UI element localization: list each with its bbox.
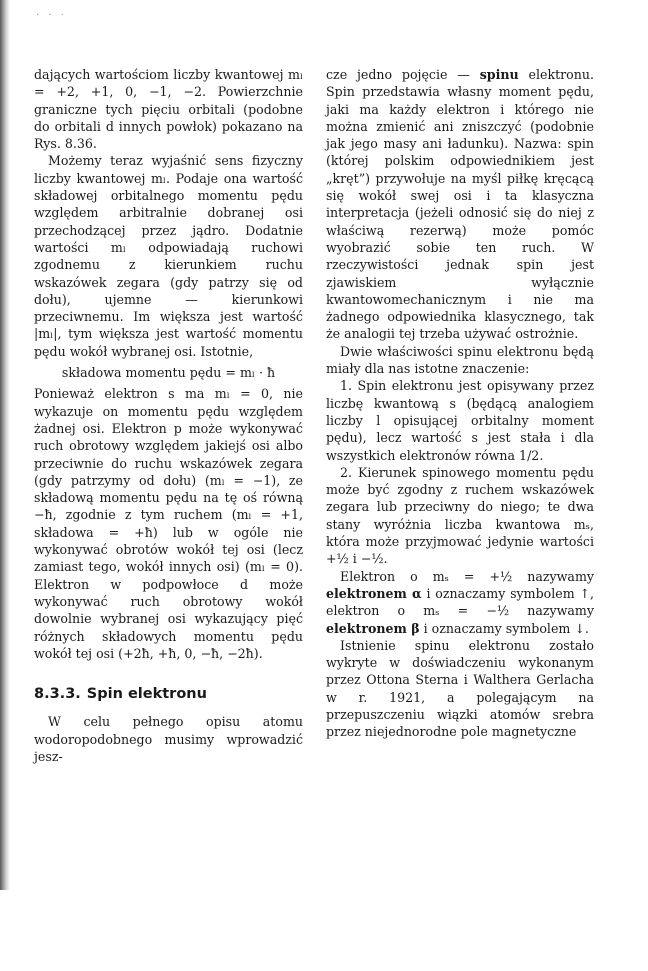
term-electron-alpha: elektronem α	[326, 585, 422, 601]
paragraph	[326, 66, 594, 343]
paragraph: Ponieważ elektron s ma mₗ = 0, nie wykazuje on momentu pędu względem żadnej osi. Elektron p może wykonywać ruch obrotowy względem jakiejś osi albo przeciwnie do ruchu wskazówek zegara (gdy patrzymy od dołu) (mₗ = −1), ze składową momentu pędu na tę oś równą −ħ, zgodnie z tym ruchem (mₗ = +1, składowa = +ħ) lub w ogóle nie wykonywać obrotów wokół tej osi (lecz zamiast tego, wokół innych osi) (mₗ = 0). Elektron w podpowłoce d może wykonywać ruch obrotowy wokół dowolnie wybranej osi wykazujący pięć różnych składowych momentu pędu wokół tej osi (+2ħ, +ħ, 0, −ħ, −2ħ).	[34, 386, 303, 661]
paragraph: W celu pełnego opisu atomu wodoropodobnego musimy wprowadzić jesz-	[34, 714, 303, 764]
term-electron-beta: elektronem β	[326, 620, 420, 636]
paragraph: dających wartościom liczby kwantowej mₗ = +2, +1, 0, −1, −2. Powierzchnie graniczne tych pięciu orbitali (podobne do orbitali d innych powłok) pokazano na Rys. 8.36.	[34, 67, 303, 152]
term-spin: spinu	[479, 67, 519, 82]
section-heading	[34, 686, 303, 703]
text-run: elektronu. Spin przedstawia własny moment pędu, jaki ma każdy elektron i którego nie można zmienić ani zniszczyć (podobnie jak jego masy ani ładunku). Nazwa: spin (której polskim odpowiednikiem jest „kręt”) przywołuje na myśl piłkę kręcącą się wokół swej osi i ta klasyczna interpretacja (jeżeli odnosić się do niej z właściwą rezerwą) może pomóc wyobrazić sobie ten ruch. W rzeczywistości jednak spin jest zjawiskiem wyłącznie kwantowomechanicznym i nie ma żadnego odpowiednika klasycznego, tak że analogii tej trzeba używać ostrożnie.	[326, 67, 594, 342]
section-number: 8.3.3.	[34, 686, 81, 703]
page-binding-shadow	[0, 0, 10, 890]
section-title: Spin elektronu	[86, 686, 207, 703]
text-run: i oznaczamy symbolem ↑, elektron o mₛ = −½ nazywamy	[326, 585, 594, 619]
paragraph: Możemy teraz wyjaśnić sens fizyczny liczby kwantowej mₗ. Podaje ona wartość składowej orbitalnego momentu pędu względem arbitralnie dobranej osi przechodzącej przez jądro. Dodatnie wartości mₗ odpowiadają ruchowi zgodnemu z kierunkiem ruchu wskazówek zegara (gdy patrzy się od dołu), ujemne — kierunkowi przeciwnemu. Im większa jest wartość |mₗ|, tym większa jest wartość momentu pędu wokół wybranej osi. Istotnie,	[34, 153, 303, 359]
paragraph: 1. Spin elektronu jest opisywany przez liczbę kwantową s (będącą analogiem liczby l opisującej orbitalny moment pędu), lecz wartość s jest stała i dla wszystkich elektronów równa 1/2.	[326, 378, 594, 463]
left-column	[34, 66, 303, 765]
right-column	[326, 66, 594, 741]
text-run: Elektron o mₛ = +½ nazywamy	[340, 568, 594, 584]
formula: składowa momentu pędu = mₗ · ħ	[61, 365, 276, 381]
paragraph: Dwie właściwości spinu elektronu będą miały dla nas istotne znaczenie:	[326, 343, 594, 377]
paragraph: 2. Kierunek spinowego momentu pędu może być zgodny z ruchem wskazówek zegara lub przeciwny do niego; te dwa stany wyróżnia liczba kwantowa mₛ, która może przyjmować jedynie wartości +½ i −½.	[326, 464, 594, 567]
text-run: i oznaczamy symbolem ↓.	[419, 620, 589, 636]
paragraph: Istnienie spinu elektronu zostało wykryte w doświadczeniu wykonanym przez Ottona Sterna i Walthera Gerlacha w r. 1921, a polegającym na przepuszczeniu wiązki atomów srebra przez niejednorodne pole magnetyczne	[326, 637, 594, 740]
corner-mark: · · ·	[36, 10, 67, 21]
paragraph	[326, 568, 594, 637]
text-run: cze jedno pojęcie —	[326, 67, 480, 82]
